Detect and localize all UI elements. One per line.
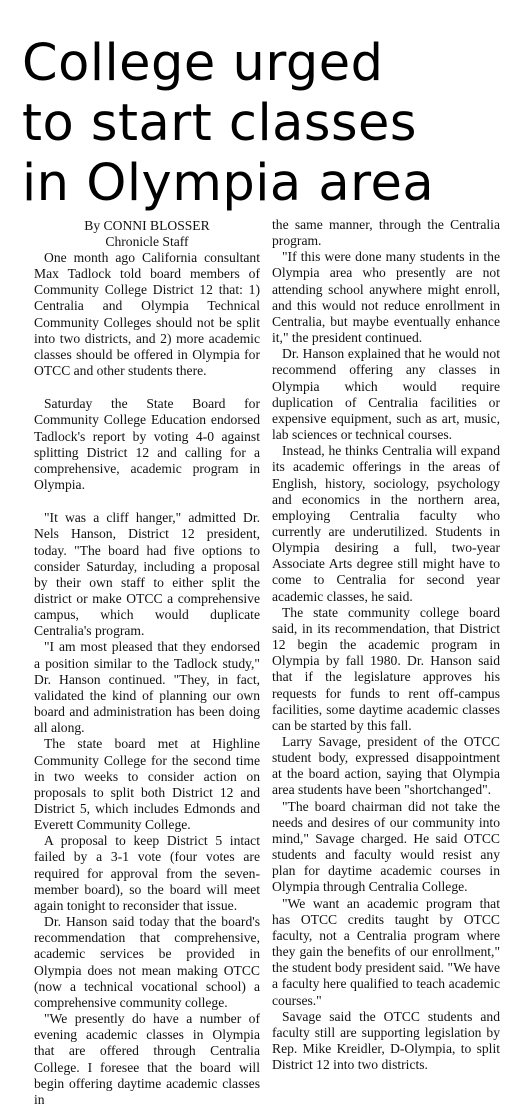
paragraph: Saturday the State Board for Community College Education endorsed Tadlock's report by voting 4-0 against splitting District 12 and calling for a comprehensive, academic program in Olympia. [34, 396, 260, 493]
byline-role: Chronicle Staff [105, 234, 189, 249]
paragraph: Larry Savage, president of the OTCC student body, expressed disappointment at the board action, saying that Olympia area students have been "shortchanged". [272, 734, 500, 798]
paragraph: "We want an academic program that has OTCC credits taught by OTCC faculty, not a Centralia program where they gain the benefits of our enrollment," the student body president said. "We have a faculty here qualified to teach academic courses." [272, 895, 500, 1008]
headline-line-2: to start classes [22, 94, 417, 154]
paragraph: the same manner, through the Centralia program. [272, 217, 500, 249]
paragraph: Instead, he thinks Centralia will expand its academic offerings in the areas of English, history, sociology, psychology and economics in the northern area, employing Centralia faculty who currently are underutilized. Students in Olympia desiring a full, two-year Associate Arts degree still might have to come to Centralia for second year academic classes, he said. [272, 443, 500, 604]
paragraph: One month ago California consultant Max Tadlock told board members of Community College District 12 that: 1) Centralia and Olympia Technical Community Colleges should not be split into two districts, and 2) more academic classes should be offered in Olympia for OTCC and other students there. [34, 250, 260, 379]
paragraph: "We presently do have a number of evening academic classes in Olympia that are offered through Centralia College. I foresee that the board will begin offering daytime academic classes in [34, 1011, 260, 1107]
article-column-1 [34, 218, 260, 1108]
paragraph: Dr. Hanson said today that the board's recommendation that comprehensive, academic services be provided in Olympia does not mean making OTCC (now a technical vocational school) a comprehensive community college. [34, 914, 260, 1010]
article-column-2 [272, 217, 500, 1073]
paragraph: Dr. Hanson explained that he would not recommend offering any classes in Olympia which would require duplication of Centralia facilities or expensive equipment, such as art, music, lab sciences or technical courses. [272, 346, 500, 443]
byline [34, 218, 260, 250]
paragraph: "If this were done many students in the Olympia area who presently are not attending school anywhere might enroll, and this would not reduce enrollment in Centralia, but maybe eventually enhance it," the president continued. [272, 249, 500, 346]
paragraph: The state community college board said, in its recommendation, that District 12 begin the academic program in Olympia by fall 1980. Dr. Hanson said that if the legislature approves his requests for funds to rent off-campus facilities, some daytime academic classes can be started by this fall. [272, 604, 500, 733]
paragraph: "The board chairman did not take the needs and desires of our community into mind," Savage charged. He said OTCC students and faculty would resist any plan for daytime academic courses in Olympia through Centralia College. [272, 798, 500, 895]
headline-line-1: College urged [22, 34, 384, 94]
headline [22, 34, 502, 214]
headline-line-3: in Olympia area [22, 154, 435, 214]
paragraph: "I am most pleased that they endorsed a position similar to the Tadlock study," Dr. Hanson continued. "They, in fact, validated the kind of planning our own board and administration has been doing all along. [34, 639, 260, 736]
byline-author: By CONNI BLOSSER [84, 218, 210, 233]
paragraph: A proposal to keep District 5 intact failed by a 3-1 vote (four votes are required for approval from the seven-member board), so the board will meet again tonight to reconsider that issue. [34, 833, 260, 913]
paragraph: "It was a cliff hanger," admitted Dr. Nels Hanson, District 12 president, today. "The board had five options to consider Saturday, including a proposal by their own staff to either split the district or make OTCC a comprehensive campus, which would duplicate Centralia's program. [34, 510, 260, 639]
paragraph: The state board met at Highline Community College for the second time in two weeks to consider action on proposals to split both District 12 and District 5, which includes Edmonds and Everett Community College. [34, 736, 260, 833]
paragraph: Savage said the OTCC students and faculty still are supporting legislation by Rep. Mike Kreidler, D-Olympia, to split District 12 into two districts. [272, 1008, 500, 1073]
